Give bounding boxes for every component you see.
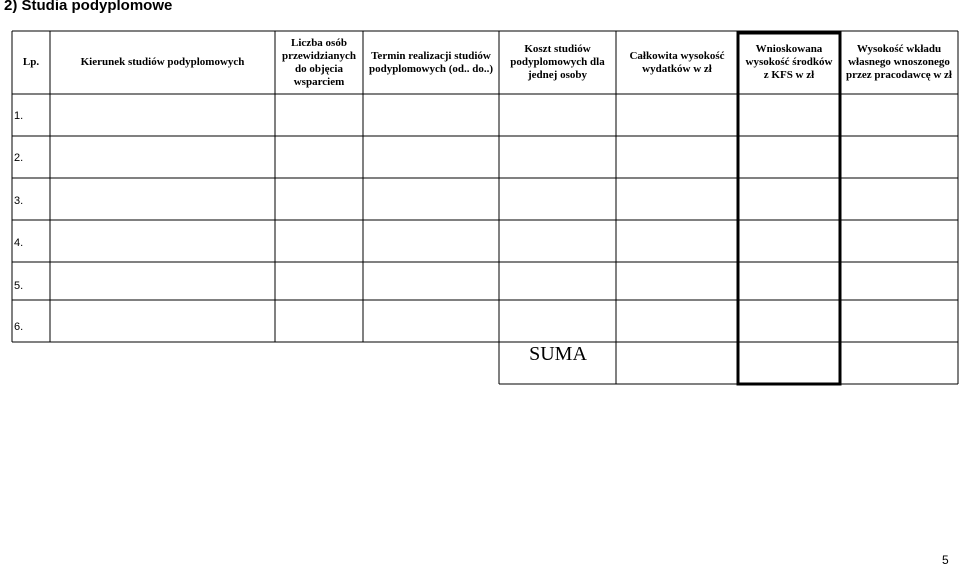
row-number-6: 6. [14, 321, 24, 333]
header-koszt: Koszt studiów podyplomowych dla jednej osoby [510, 43, 605, 81]
row-number-2: 2. [14, 152, 24, 164]
row-number-4: 4. [14, 237, 24, 249]
suma-label: SUMA [529, 343, 587, 365]
row-number-3: 3. [14, 195, 24, 207]
header-wklad: Wysokość wkładu własnego wnoszonego przez pracodawcę w zł [846, 43, 952, 81]
header-calkowita: Całkowita wysokość wydatków w zł [629, 49, 725, 75]
header-lp: Lp. [22, 56, 40, 68]
header-kierunek: Kierunek studiów podyplomowych [80, 56, 245, 68]
header-wnioskowana: Wnioskowana wysokość środków z KFS w zł [745, 43, 833, 81]
row-number-5: 5. [14, 280, 24, 292]
header-liczba-osob: Liczba osób przewidzianych do objęcia wsparciem [282, 36, 356, 88]
section-title: 2) Studia podyplomowe [4, 0, 173, 14]
row-number-1: 1. [14, 110, 24, 122]
header-termin: Termin realizacji studiów podyplomowych (od.. do..) [368, 49, 494, 75]
page-number: 5 [942, 553, 949, 567]
